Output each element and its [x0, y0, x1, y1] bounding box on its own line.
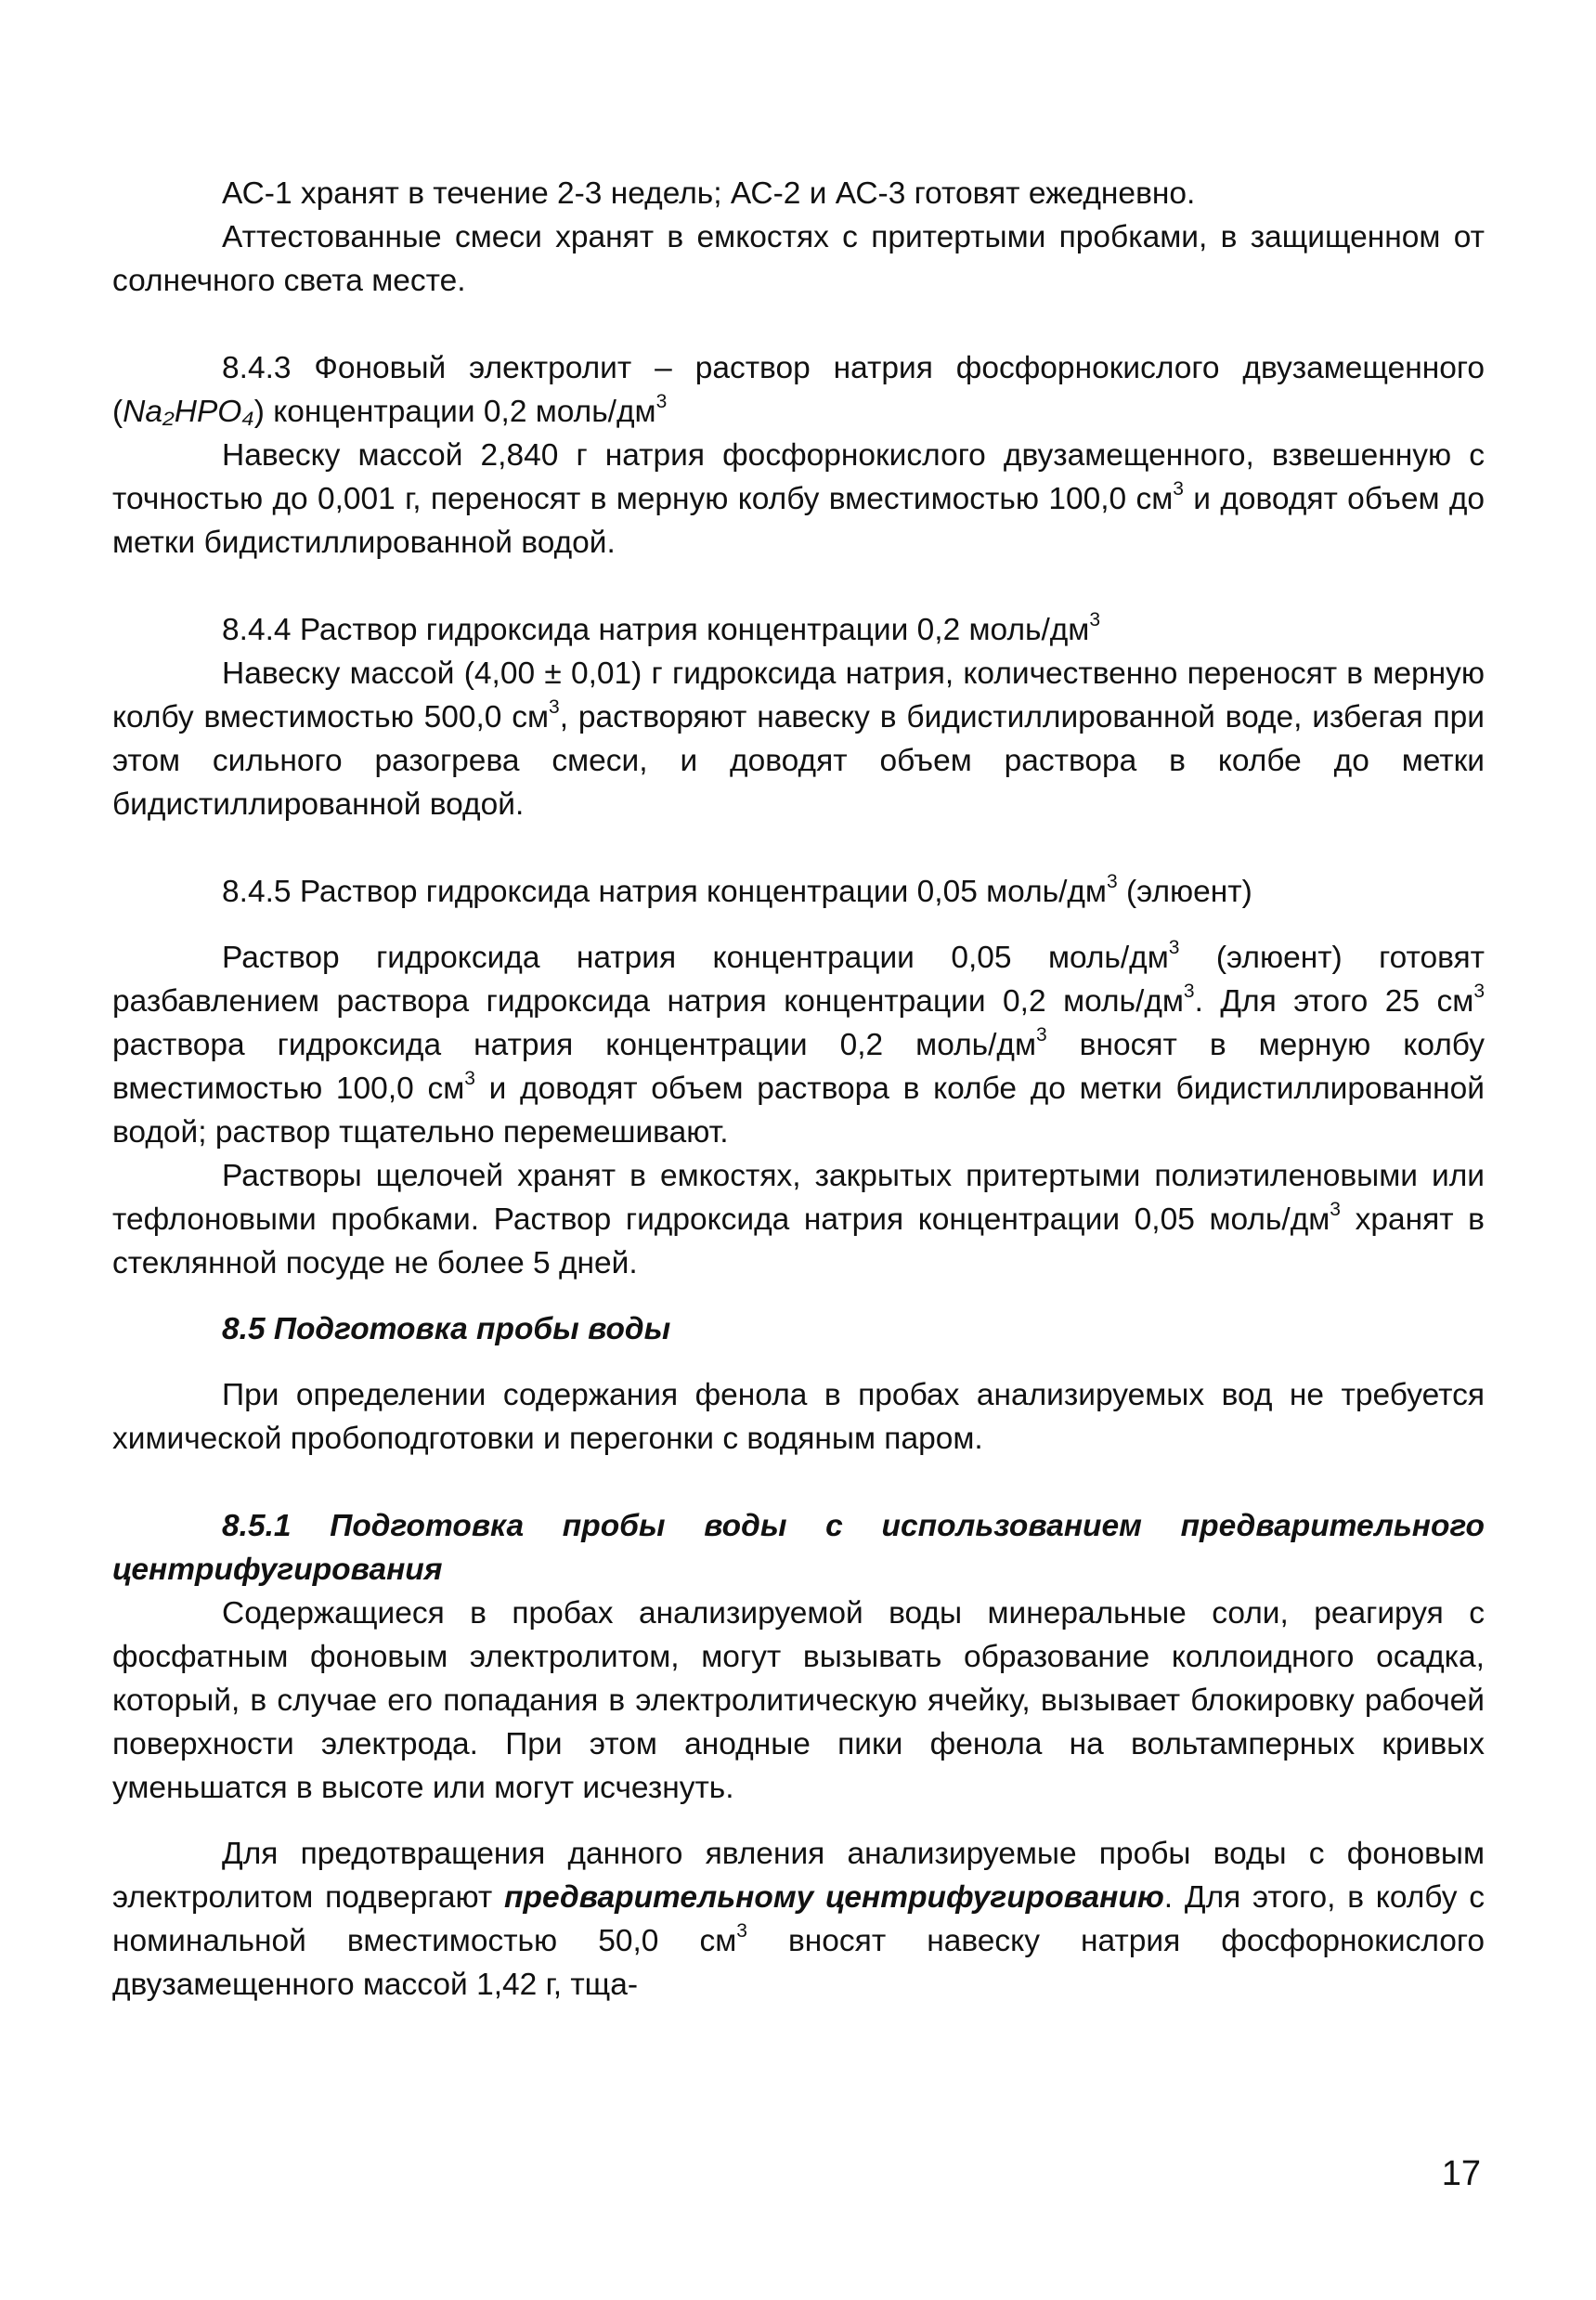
section-8-5-1-para-2: Для предотвращения данного явления анализируемые пробы воды с фоновым электролитом подвергают предварительному центрифугированию. Для этого, в колбу с номинальной вместимостью 50,0 $см^3$ вносят навеску натрия фосфорнокислого двузамещенного массой 1,42 г, тща-: [112, 1837, 1485, 2002]
section-8-5-body: При определении содержания фенола в пробах анализируемых вод не требуется химической пробоподготовки и перегонки с водяным паром.: [112, 1378, 1485, 1456]
section-8-4-4-body: Навеску массой (4,00 ± 0,01) г гидроксида натрия, количественно переносят в мерную колбу вместимостью 500,0 $см^3$, растворяют навеску в бидистиллированной воде, избегая при этом сильного разогрева смеси, и доводят объем раствора в колбе до метки бидистиллированной водой.: [112, 656, 1485, 822]
storage-line-2: Аттестованные смеси хранят в емкостях с притертыми пробками, в защищенном от солнечного света месте.: [112, 220, 1485, 298]
section-8-5-1-para-1: Содержащиеся в пробах анализируемой воды минеральные соли, реагируя с фосфатным фоновым электролитом, могут вызывать образование коллоидного осадка, который, в случае его попадания в электролитическую ячейку, вызывает блокировку рабочей поверхности электрода. При этом анодные пики фенола на вольтамперных кривых уменьшатся в высоте или могут исчезнуть.: [112, 1596, 1485, 1805]
storage-line-1: АС-1 хранят в течение 2-3 недель; АС-2 и АС-3 готовят ежедневно.: [222, 176, 1196, 211]
emphasis-centrifugation: предварительному центрифугированию: [504, 1880, 1164, 1915]
section-8-4-5-para-2: Растворы щелочей хранят в емкостях, закрытых притертыми полиэтиленовыми или тефлоновыми пробками. Раствор гидроксида натрия концентрации 0,05 моль/$дм^3$ хранят в стеклянной посуде не более 5 дней.: [112, 1159, 1485, 1280]
section-8-4-4-title: 8.4.4 Раствор гидроксида натрия концентрации 0,2 моль/$дм^3$: [222, 609, 1101, 647]
formula: Na₂HPO₄: [123, 395, 254, 429]
section-8-5-title: 8.5 Подготовка пробы воды: [222, 1312, 671, 1346]
section-8-4-5-para-1: Раствор гидроксида натрия концентрации 0,05 моль/$дм^3$ (элюент) готовят разбавлением раствора гидроксида натрия концентрации 0,2 моль/$дм^3$. Для этого 25 $см^3$ раствора гидроксида натрия концентрации 0,2 моль/$дм^3$ вносят в мерную колбу вместимостью 100,0 $см^3$ и доводят объем раствора в колбе до метки бидистиллированной водой; раствор тщательно перемешивают.: [112, 937, 1486, 1150]
page-content: [112, 172, 1485, 2007]
section-8-5-1-title: 8.5.1 Подготовка пробы воды с использованием предварительного центрифугирования: [112, 1509, 1485, 1587]
page-number: 17: [1441, 2154, 1481, 2193]
section-8-4-5-title: 8.4.5 Раствор гидроксида натрия концентрации 0,05 моль/$дм^3$ (элюент): [222, 871, 1252, 909]
section-8-4-3-body: Навеску массой 2,840 г натрия фосфорнокислого двузамещенного, взвешенную с точностью до 0,001 г, переносят в мерную колбу вместимостью 100,0 $см^3$ и доводят объем до метки бидистиллированной водой.: [112, 438, 1486, 560]
section-8-4-3-title: 8.4.3 Фоновый электролит – раствор натрия фосфорнокислого двузамещенного (Na₂HPO₄) концентрации 0,2 моль/$дм^3$: [112, 351, 1485, 429]
